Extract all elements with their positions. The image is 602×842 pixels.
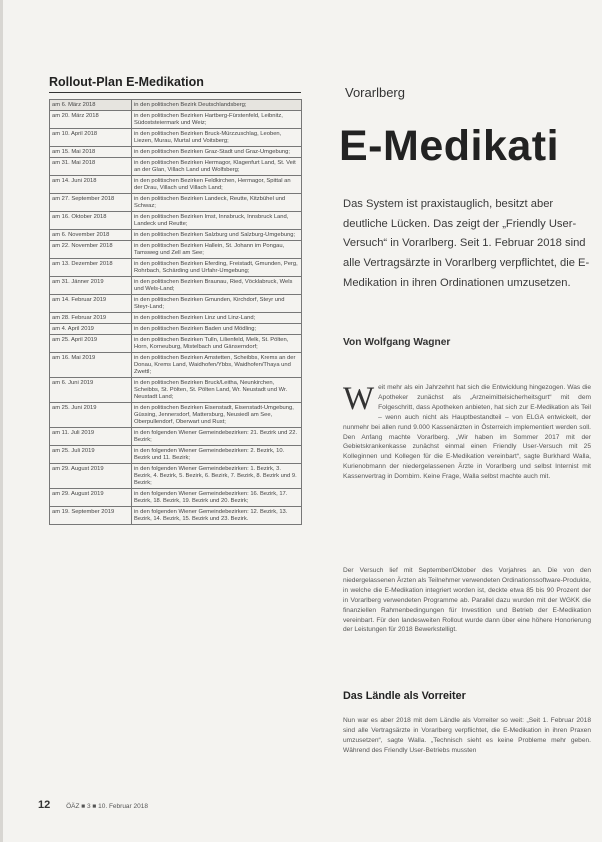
table-row <box>50 324 302 335</box>
table-row <box>50 353 302 378</box>
paragraph-1-text: eit mehr als ein Jahrzehnt hat sich die Entwicklung hingezogen. Was die Apotheker zunächst als „Arzneimittelsicherheitsgurt“ mit dem Folgeschritt, dass Apotheken anbieten, hat sich zur E-Medikation als Teil – wenn auch nicht als Hauptbestandteil – von ELGA entwickelt, der nunmehr bei allen rund 9.000 Kassenärzten in Österreich implementiert werden soll. Den Anfang machte Vorarlberg. „Wir haben im Sommer 2017 mit der Gebietskrankenkasse zunächst einmal einen Friendly User-Versuch mit 25 Kolleginnen und Kollegen für die E-Medikation vereinbart“, sagte Burkhard Walla, Kurienobmann der niedergelassenen Ärzte in Vorarlberg und selbst Internist mit Kassenvertrag in Dornbirn. Keine Frage, Walla selbst machte auch mit. <box>343 384 591 481</box>
table-row <box>50 277 302 295</box>
rollout-date: am 6. März 2018 <box>50 100 132 111</box>
rollout-region: in den politischen Bezirken Baden und Mödling; <box>132 324 302 335</box>
rollout-region: in den politischen Bezirken Tulln, Lilienfeld, Melk, St. Pölten, Horn, Korneuburg, Mistelbach und Gänserndorf; <box>132 335 302 353</box>
rollout-date: am 25. Juni 2019 <box>50 403 132 428</box>
rollout-date: am 6. Juni 2019 <box>50 378 132 403</box>
section-label: Vorarlberg <box>345 85 405 100</box>
rollout-date: am 31. Mai 2018 <box>50 158 132 176</box>
table-row <box>50 241 302 259</box>
rollout-date: am 13. Dezember 2018 <box>50 259 132 277</box>
rollout-date: am 6. November 2018 <box>50 230 132 241</box>
article-paragraph-2: Der Versuch lief mit September/Oktober des Vorjahres an. Die von den niedergelassenen Ärzten als Teilnehmer verwendeten Ordinationssoftware-Produkte, in welche die E-Medikation integriert worden ist, deckte etwa 85 bis 90 Prozent der in Vorarlberg verwendeten Programme ab. Parallel dazu wurden mit der WGKK die finanziellen Rahmenbedingungen für Investition und Betrieb der E-Medikation vereinbart. Für den landesweiten Rollout wurde dann über eine höhere Honorierung der Leistungen für 2018 Bewerkstelligt. <box>343 567 591 634</box>
rollout-date: am 25. Juli 2019 <box>50 446 132 464</box>
table-row <box>50 129 302 147</box>
rollout-date: am 14. Juni 2018 <box>50 176 132 194</box>
rollout-region: in den politischen Bezirken Graz-Stadt und Graz-Umgebung; <box>132 147 302 158</box>
rollout-date: am 14. Februar 2019 <box>50 295 132 313</box>
table-row <box>50 335 302 353</box>
rollout-region: in den folgenden Wiener Gemeindebezirken: 21. Bezirk und 22. Bezirk; <box>132 428 302 446</box>
table-row <box>50 100 302 111</box>
page-edge <box>0 0 3 842</box>
table-row <box>50 507 302 525</box>
rollout-region: in den politischen Bezirken Bruck/Leitha, Neunkirchen, Scheibbs, St. Pölten, St. Pölten Land, Wr. Neustadt und Wr. Neustadt Land; <box>132 378 302 403</box>
rollout-date: am 27. September 2018 <box>50 194 132 212</box>
article-byline: Von Wolfgang Wagner <box>343 337 451 348</box>
rollout-date: am 19. September 2019 <box>50 507 132 525</box>
rollout-date: am 11. Juli 2019 <box>50 428 132 446</box>
table-row <box>50 428 302 446</box>
table-row <box>50 378 302 403</box>
table-row <box>50 259 302 277</box>
rollout-region: in den politischen Bezirken Eisenstadt, Eisenstadt-Umgebung, Güssing, Jennersdorf, Mattersburg, Neusiedl am See, Oberpullendorf, Oberwart und Rust; <box>132 403 302 428</box>
page-footer <box>38 799 308 811</box>
table-row <box>50 464 302 489</box>
rollout-region: in den politischen Bezirken Gmunden, Kirchdorf, Steyr und Steyr-Land; <box>132 295 302 313</box>
rollout-date: am 29. August 2019 <box>50 464 132 489</box>
rollout-region: in den politischen Bezirken Eferding, Freistadt, Gmunden, Perg, Rohrbach, Schärding und Urfahr-Umgebung; <box>132 259 302 277</box>
rollout-region: in den politischen Bezirken Hallein, St. Johann im Pongau, Tamsweg und Zell am See; <box>132 241 302 259</box>
article-paragraph-1 <box>343 383 591 482</box>
rollout-date: am 16. Mai 2019 <box>50 353 132 378</box>
page-number: 12 <box>38 799 51 811</box>
article-paragraph-3: Nun war es aber 2018 mit dem Ländle als Vorreiter so weit: „Seit 1. Februar 2018 sind alle Vertragsärzte in Vorarlberg verpflichtet, die E-Medikation in ihren Praxen umzusetzen“, sagte Walla. „Technisch sieht es keine Probleme mehr geben. Während des Friendly User-Betriebs mussten <box>343 717 591 754</box>
table-row <box>50 194 302 212</box>
table-row <box>50 111 302 129</box>
table-row <box>50 295 302 313</box>
rollout-date: am 16. Oktober 2018 <box>50 212 132 230</box>
rollout-region: in den politischen Bezirken Hermagor, Klagenfurt Land, St. Veit an der Glan, Villach Land und Wolfsberg; <box>132 158 302 176</box>
rollout-date: am 10. April 2018 <box>50 129 132 147</box>
table-row <box>50 176 302 194</box>
table-row <box>50 158 302 176</box>
rollout-region: in den folgenden Wiener Gemeindebezirken: 16. Bezirk, 17. Bezirk, 18. Bezirk, 19. Bezirk und 20. Bezirk; <box>132 489 302 507</box>
rollout-region: in den politischen Bezirken Linz und Linz-Land; <box>132 313 302 324</box>
rollout-region: in den politischen Bezirken Amstetten, Scheibbs, Krems an der Donau, Krems Land, Waidhofen/Ybbs, Waidhofen/Thaya und Zwettl; <box>132 353 302 378</box>
rollout-date: am 22. November 2018 <box>50 241 132 259</box>
rollout-date: am 20. März 2018 <box>50 111 132 129</box>
table-title: Rollout-Plan E-Medikation <box>49 75 301 93</box>
table-row <box>50 446 302 464</box>
rollout-date: am 28. Februar 2019 <box>50 313 132 324</box>
rollout-region: in den politischen Bezirken Salzburg und Salzburg-Umgebung; <box>132 230 302 241</box>
table-row <box>50 403 302 428</box>
issue-info: ÖÄZ ■ 3 ■ 10. Februar 2018 <box>66 803 148 810</box>
rollout-region: in den politischen Bezirken Feldkirchen, Hermagor, Spittal an der Drau, Villach und Villach Land; <box>132 176 302 194</box>
rollout-date: am 29. August 2019 <box>50 489 132 507</box>
article-lead: Das System ist praxistauglich, besitzt aber deutliche Lücken. Das zeigt der „Friendly User-Versuch“ in Vorarlberg. Seit 1. Februar 2018 sind alle Vertragsärzte in Vorarlberg verpflichtet, die E-Medikation in ihren Ordinationen umzusetzen. <box>343 198 590 289</box>
table-row <box>50 147 302 158</box>
table-row <box>50 230 302 241</box>
rollout-region: in den folgenden Wiener Gemeindebezirken: 1. Bezirk, 3. Bezirk, 4. Bezirk, 5. Bezirk, 6. Bezirk, 7. Bezirk, 8. Bezirk und 9. Bezirk; <box>132 464 302 489</box>
rollout-date: am 31. Jänner 2019 <box>50 277 132 295</box>
rollout-region: in den politischen Bezirken Braunau, Ried, Vöcklabruck, Wels und Wels-Land; <box>132 277 302 295</box>
table-row <box>50 313 302 324</box>
rollout-date: am 4. April 2019 <box>50 324 132 335</box>
article-headline: E-Medikati <box>339 122 560 170</box>
rollout-region: in den folgenden Wiener Gemeindebezirken: 12. Bezirk, 13. Bezirk, 14. Bezirk, 15. Bezirk und 23. Bezirk. <box>132 507 302 525</box>
rollout-region: in den politischen Bezirken Bruck-Mürzzuschlag, Leoben, Liezen, Murau, Murtal und Voitsberg; <box>132 129 302 147</box>
rollout-date: am 25. April 2019 <box>50 335 132 353</box>
rollout-table <box>49 99 302 525</box>
article-subheading: Das Ländle als Vorreiter <box>343 690 466 702</box>
rollout-region: in den politischen Bezirken Imst, Innsbruck, Innsbruck Land, Landeck und Reutte; <box>132 212 302 230</box>
rollout-date: am 15. Mai 2018 <box>50 147 132 158</box>
rollout-region: in den politischen Bezirken Hartberg-Fürstenfeld, Leibnitz, Südoststeiermark und Weiz; <box>132 111 302 129</box>
table-row <box>50 212 302 230</box>
drop-cap: W <box>343 381 375 417</box>
rollout-region: in den folgenden Wiener Gemeindebezirken: 2. Bezirk, 10. Bezirk und 11. Bezirk; <box>132 446 302 464</box>
rollout-region: in den politischen Bezirken Landeck, Reutte, Kitzbühel und Schwaz; <box>132 194 302 212</box>
rollout-region: in den politischen Bezirk Deutschlandsberg; <box>132 100 302 111</box>
table-row <box>50 489 302 507</box>
